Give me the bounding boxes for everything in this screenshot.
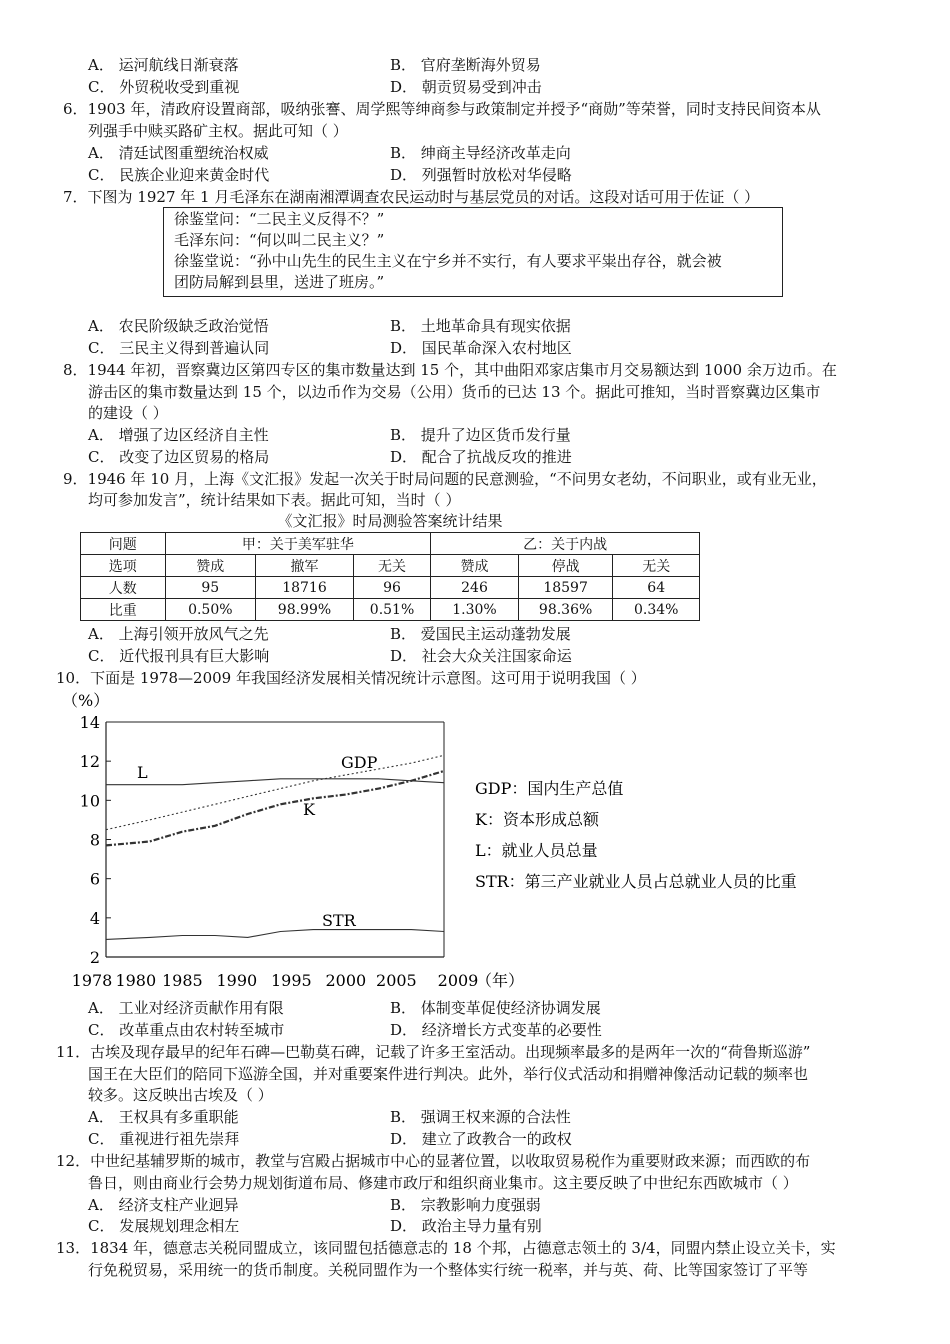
q6-option-c: C． 民族企业迎来黄金时代 (88, 166, 270, 184)
series-line-k (106, 771, 444, 845)
q13-stem-line2: 行免税贸易，采用统一的货币制度。关税同盟作为一个整体实行统一税率，并与英、荷、比等国家签订了平等 (88, 1261, 809, 1279)
table-row (81, 533, 700, 555)
table-row (81, 577, 700, 599)
table-cell: 64 (613, 577, 700, 599)
table-cell: 246 (431, 577, 519, 599)
table-cell: 乙：关于内战 (431, 533, 700, 555)
table-cell: 赞成 (431, 555, 519, 577)
q8-stem-line2: 游击区的集市数量达到 15 个，以边币作为交易（公用）货币的已达 13 个。据此可推知，当时晋察冀边区集市 (88, 383, 821, 401)
q7-dialogue-line1: 徐鉴堂问：“二民主义反得不？” (174, 210, 385, 228)
x-tick-label: 1980 (115, 971, 157, 990)
series-line-l (106, 779, 444, 785)
x-tick-label: 1978 (71, 971, 113, 990)
q11-option-c: C． 重视进行祖先崇拜 (88, 1130, 240, 1148)
y-tick-label: 8 (89, 830, 100, 850)
q11-option-d: D． 建立了政教合一的政权 (390, 1130, 572, 1148)
q10-option-b: B． 体制变革促使经济协调发展 (390, 999, 601, 1017)
x-tick-label: 2009 (437, 971, 479, 990)
table-cell: 无关 (353, 555, 430, 577)
q9-option-b: B． 爱国民主运动蓬勃发展 (390, 625, 571, 643)
q6-stem-line2: 列强手中赎买路矿主权。据此可知（ ） (88, 122, 348, 140)
y-axis-unit: （%） (62, 691, 110, 710)
q9-option-d: D． 社会大众关注国家命运 (390, 647, 572, 665)
q9-survey-table (80, 532, 700, 621)
q7-stem: 7．下图为 1927 年 1 月毛泽东在湖南湘潭调查农民运动时与基层党员的对话。这段对话可用于佐证（ ） (63, 188, 760, 206)
legend-k: K：资本形成总额 (475, 810, 599, 829)
table-cell: 98.36% (518, 599, 613, 621)
series-line-gdp (106, 755, 444, 829)
q9-option-c: C． 近代报刊具有巨大影响 (88, 647, 270, 665)
legend-str: STR：第三产业就业人员占总就业人员的比重 (475, 872, 797, 891)
q6-stem-line1: 6．1903 年，清政府设置商部，吸纳张謇、周学熙等绅商参与政策制定并授予“商勋”等荣誉，同时支持民间资本从 (63, 100, 821, 118)
table-cell: 0.34% (613, 599, 700, 621)
q7-dialogue-line2: 毛泽东问：“何以叫二民主义？” (174, 231, 385, 249)
q7-option-b: B． 土地革命具有现实依据 (390, 317, 571, 335)
q7-option-a: A． 农民阶级缺乏政治觉悟 (88, 317, 269, 335)
y-tick-label: 12 (79, 752, 100, 772)
q8-stem-line3: 的建设（ ） (88, 404, 168, 422)
x-tick-label: 1990 (216, 971, 258, 990)
q6-option-b: B． 绅商主导经济改革走向 (390, 144, 571, 162)
table-cell: 选项 (81, 555, 166, 577)
q7-option-d: D． 国民革命深入农村地区 (390, 339, 572, 357)
x-tick-label: 2000 (325, 971, 367, 990)
y-tick-label: 14 (79, 713, 100, 732)
table-cell: 比重 (81, 599, 166, 621)
table-cell: 18716 (256, 577, 354, 599)
table-cell: 问题 (81, 533, 166, 555)
q11-stem-line2: 国王在大臣们的陪同下巡游全国，并对重要案件进行判决。此外，举行仪式活动和捐赠神像活动记载的频率也 (88, 1065, 809, 1083)
table-cell: 1.30% (431, 599, 519, 621)
table-cell: 0.50% (165, 599, 256, 621)
q5-option-d: D． 朝贡贸易受到冲击 (390, 78, 542, 96)
series-label-gdp: GDP (341, 753, 378, 772)
table-cell: 撤军 (256, 555, 354, 577)
q10-option-c: C． 改革重点由农村转至城市 (88, 1021, 285, 1039)
q12-option-d: D． 政治主导力量有别 (390, 1217, 542, 1235)
q8-option-b: B． 提升了边区货币发行量 (390, 426, 571, 444)
q7-dialogue-box (163, 207, 783, 297)
q11-stem-line3: 较多。这反映出古埃及（ ） (88, 1086, 273, 1104)
q10-option-a: A． 工业对经济贡献作用有限 (88, 999, 284, 1017)
q12-stem-line1: 12．中世纪基辅罗斯的城市，教堂与宫殿占据城市中心的显著位置，以收取贸易税作为重要财政来源；而西欧的布 (56, 1152, 811, 1170)
table-cell: 甲：关于美军驻华 (165, 533, 431, 555)
table-cell: 95 (165, 577, 256, 599)
table-cell: 96 (353, 577, 430, 599)
q9-option-a: A． 上海引领开放风气之先 (88, 625, 269, 643)
x-tick-label: 2005 (376, 971, 417, 990)
table-row (81, 555, 700, 577)
y-tick-label: 4 (89, 908, 100, 928)
q5-option-b: B． 官府垄断海外贸易 (390, 56, 541, 74)
series-label-l: L (137, 763, 148, 782)
q5-option-c: C． 外贸税收受到重视 (88, 78, 240, 96)
q10-stem: 10．下面是 1978—2009 年我国经济发展相关情况统计示意图。这可用于说明我国（ ） (56, 669, 646, 687)
series-line-str (106, 930, 444, 940)
table-cell: 无关 (613, 555, 700, 577)
q5-option-a: A． 运河航线日渐衰落 (88, 56, 239, 74)
q9-stem-line2: 均可参加发言”，统计结果如下表。据此可知，当时（ ） (88, 491, 461, 509)
q9-stem-line1: 9．1946 年 10 月，上海《文汇报》发起一次关于时局问题的民意测验，“不问男女老幼，不问职业，或有业无业， (63, 470, 827, 488)
q11-stem-line1: 11．古埃及现存最早的纪年石碑—巴勒莫石碑，记载了许多王室活动。出现频率最多的是两年一次的“荷鲁斯巡游” (56, 1043, 811, 1061)
q8-option-c: C． 改变了边区贸易的格局 (88, 448, 270, 466)
table-row (81, 599, 700, 621)
q8-stem-line1: 8．1944 年初，晋察冀边区第四专区的集市数量达到 15 个，其中曲阳邓家店集市月交易额达到 1000 余万边币。在 (63, 361, 837, 379)
q8-option-d: D． 配合了抗战反攻的推进 (390, 448, 572, 466)
q11-option-a: A． 王权具有多重职能 (88, 1108, 239, 1126)
q6-option-d: D． 列强暂时放松对华侵略 (390, 166, 572, 184)
y-tick-label: 10 (79, 791, 100, 811)
q6-option-a: A． 清廷试图重塑统治权威 (88, 144, 269, 162)
q12-option-a: A． 经济支柱产业迥异 (88, 1196, 239, 1214)
q7-dialogue-line4: 团防局解到县里，送进了班房。” (174, 273, 385, 291)
economic-line-chart (50, 686, 940, 996)
table-cell: 98.99% (256, 599, 354, 621)
x-tick-label: 1995 (270, 971, 312, 990)
series-label-k: K (303, 800, 315, 819)
series-label-str: STR (322, 911, 356, 930)
q11-option-b: B． 强调王权来源的合法性 (390, 1108, 571, 1126)
q8-option-a: A． 增强了边区经济自主性 (88, 426, 269, 444)
legend-gdp: GDP：国内生产总值 (475, 779, 624, 798)
q7-dialogue-line3: 徐鉴堂说：“孙中山先生的民生主义在宁乡并不实行，有人要求平粜出存谷，就会被 (174, 252, 722, 270)
legend-l: L：就业人员总量 (475, 841, 598, 860)
y-tick-label: 2 (89, 948, 100, 967)
q12-option-c: C． 发展规划理念相左 (88, 1217, 240, 1235)
x-axis-unit: （年） (476, 971, 525, 990)
table-cell: 0.51% (353, 599, 430, 621)
q12-option-b: B． 宗教影响力度强弱 (390, 1196, 541, 1214)
q9-table-caption: 《文汇报》时局测验答案统计结果 (277, 512, 503, 530)
table-cell: 赞成 (165, 555, 256, 577)
q13-stem-line1: 13．1834 年，德意志关税同盟成立，该同盟包括德意志的 18 个邦，占德意志领土的 3/4，同盟内禁止设立关卡，实 (56, 1239, 836, 1257)
table-cell: 人数 (81, 577, 166, 599)
table-cell: 停战 (518, 555, 613, 577)
x-tick-label: 1985 (161, 971, 203, 990)
q7-option-c: C． 三民主义得到普遍认同 (88, 339, 270, 357)
q12-stem-line2: 鲁日，则由商业行会势力规划街道布局、修建市政厅和组织商业集市。这主要反映了中世纪东西欧城市（ ） (88, 1174, 798, 1192)
table-cell: 18597 (518, 577, 613, 599)
q10-option-d: D． 经济增长方式变革的必要性 (390, 1021, 602, 1039)
y-tick-label: 6 (89, 869, 100, 889)
